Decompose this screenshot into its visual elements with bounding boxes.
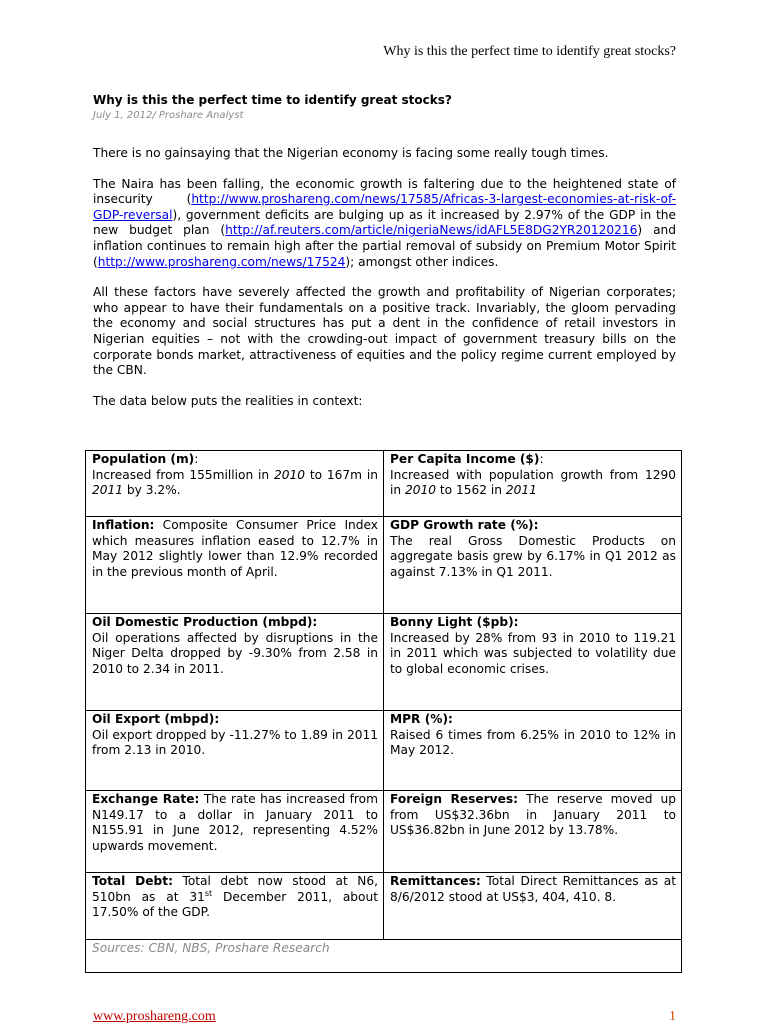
- link-proshare-africa-economies[interactable]: http://www.proshareng.com/news/17585/Africas-3-largest-economies-at-risk-of-GDP-reversal: [93, 192, 676, 222]
- year-text: 2010: [405, 483, 437, 498]
- cell-text: Total Direct Remittances as at 8/6/2012 stood at US$3, 404, 410. 8.: [390, 874, 676, 904]
- label-foreign-reserves: Foreign Reserves:: [390, 792, 519, 806]
- cell-inflation: [86, 517, 384, 614]
- year-text: 2011: [92, 483, 124, 498]
- link-proshare-news-17524[interactable]: http://www.proshareng.com/news/17524: [97, 254, 346, 269]
- paragraph-naira-text-4: ); amongst other indices.: [345, 254, 499, 269]
- cell-text: Oil operations affected by disruptions in the Niger Delta dropped by -9.30% from 2.58 in 2010 to 2.34 in 2011.: [92, 630, 378, 676]
- year-text: 2011: [505, 483, 537, 498]
- label-total-debt: Total Debt:: [92, 874, 173, 888]
- label-oil-production: Oil Domestic Production (mbpd):: [92, 615, 318, 629]
- cell-text: to 167m in: [305, 467, 378, 482]
- cell-per-capita-income: [384, 451, 682, 517]
- cell-text: December 2011, about 17.50% of the GDP.: [92, 889, 378, 920]
- cell-oil-export: [86, 711, 384, 791]
- cell-text: The reserve moved up from US$32.36bn in January 2011 to US$36.82bn in June 2012 by 13.78%.: [390, 792, 676, 838]
- cell-mpr: [384, 711, 682, 791]
- table-row: [86, 711, 682, 791]
- cell-text: Oil export dropped by -11.27% to 1.89 in 2011 from 2.13 in 2010.: [92, 727, 378, 758]
- cell-gdp-growth: [384, 517, 682, 614]
- article-body: [93, 93, 676, 409]
- footer-website-link[interactable]: www.proshareng.com: [93, 1009, 216, 1024]
- table-row: [86, 873, 682, 940]
- paragraph-naira-text-1: The Naira has been falling, the economic growth is faltering due to the heightened state of insecurity (: [93, 176, 676, 207]
- cell-foreign-reserves: [384, 791, 682, 873]
- label-gdp-growth: GDP Growth rate (%):: [390, 518, 539, 532]
- label-population: Population (m): [92, 452, 195, 466]
- paragraph-intro: There is no gainsaying that the Nigerian economy is facing some really tough times.: [93, 146, 609, 160]
- label-remittances: Remittances:: [390, 874, 481, 888]
- cell-text: Increased with population growth from 1290 in: [390, 467, 676, 498]
- cell-text: Total debt now stood at N6, 510bn as at 31: [92, 874, 379, 904]
- label-mpr: MPR (%):: [390, 712, 453, 726]
- paragraph-data-intro: The data below puts the realities in context:: [93, 393, 363, 408]
- paragraph-factors: All these factors have severely affected the growth and profitability of Nigerian corporates; who appear to have their fundamentals on a positive track. Invariably, the gloom pervading the economy and social structures has put a dent in the confidence of retail investors in Nigerian equities – not with the crowding-out impact of government treasury bills on the corporate bonds market, attractiveness of equities and the policy regime current employed by the CBN.: [93, 285, 676, 378]
- colon: :: [539, 452, 544, 466]
- page-number: 1: [669, 1009, 676, 1024]
- colon: :: [194, 452, 199, 466]
- table-row: [86, 451, 682, 517]
- table-row: [86, 940, 682, 973]
- running-header: Why is this the perfect time to identify great stocks?: [383, 44, 676, 59]
- table-row: [86, 791, 682, 873]
- label-inflation: Inflation:: [92, 518, 155, 532]
- cell-text: Increased from 155million in: [92, 467, 274, 482]
- paragraph-naira: [93, 177, 676, 271]
- label-exchange-rate: Exchange Rate:: [92, 792, 200, 806]
- cell-population: [86, 451, 384, 517]
- cell-remittances: [384, 873, 682, 940]
- link-reuters-nigeria-news[interactable]: http://af.reuters.com/article/nigeriaNews/idAFL5E8DG2YR20120216: [225, 223, 638, 238]
- label-oil-export: Oil Export (mbpd):: [92, 712, 220, 726]
- cell-total-debt: [86, 873, 384, 940]
- article-byline: July 1, 2012/ Proshare Analyst: [93, 110, 244, 121]
- cell-text: The real Gross Domestic Products on aggregate basis grew by 6.17% in Q1 2012 as against 7.13% in Q1 2011.: [390, 533, 676, 579]
- superscript: st: [204, 888, 213, 898]
- label-per-capita-income: Per Capita Income ($): [390, 452, 540, 466]
- cell-text: Raised 6 times from 6.25% in 2010 to 12% in May 2012.: [390, 727, 676, 758]
- article-title: Why is this the perfect time to identify great stocks?: [93, 93, 452, 107]
- table-row: [86, 517, 682, 614]
- cell-text: Composite Consumer Price Index which measures inflation eased to 12.7% in May 2012 slightly lower than 12.9% recorded in the previous month of April.: [92, 518, 378, 579]
- year-text: 2010: [273, 467, 306, 482]
- cell-text: Increased by 28% from 93 in 2010 to 119.21 in 2011 which was subjected to volatility due to global economic crises.: [390, 630, 676, 676]
- paragraph-naira-text-3: ) and inflation continues to remain high after the partial removal of subsidy on Premium Motor Spirit (: [93, 223, 676, 269]
- table-row: [86, 614, 682, 711]
- cell-text: by 3.2%.: [123, 483, 181, 498]
- cell-text: to 1562 in: [436, 483, 506, 498]
- cell-bonny-light: [384, 614, 682, 711]
- cell-text: The rate has increased from N149.17 to a dollar in January 2011 to N155.91 in June 2012, representing 4.52% upwards movement.: [92, 792, 379, 853]
- paragraph-naira-text-2: ), government deficits are bulging up as it increased by 2.97% of the GDP in the new budget plan (: [93, 207, 676, 238]
- label-bonny-light: Bonny Light ($pb):: [390, 615, 519, 629]
- table-sources: Sources: CBN, NBS, Proshare Research: [86, 940, 682, 973]
- cell-exchange-rate: [86, 791, 384, 873]
- economic-data-table: [85, 450, 682, 973]
- cell-oil-production: [86, 614, 384, 711]
